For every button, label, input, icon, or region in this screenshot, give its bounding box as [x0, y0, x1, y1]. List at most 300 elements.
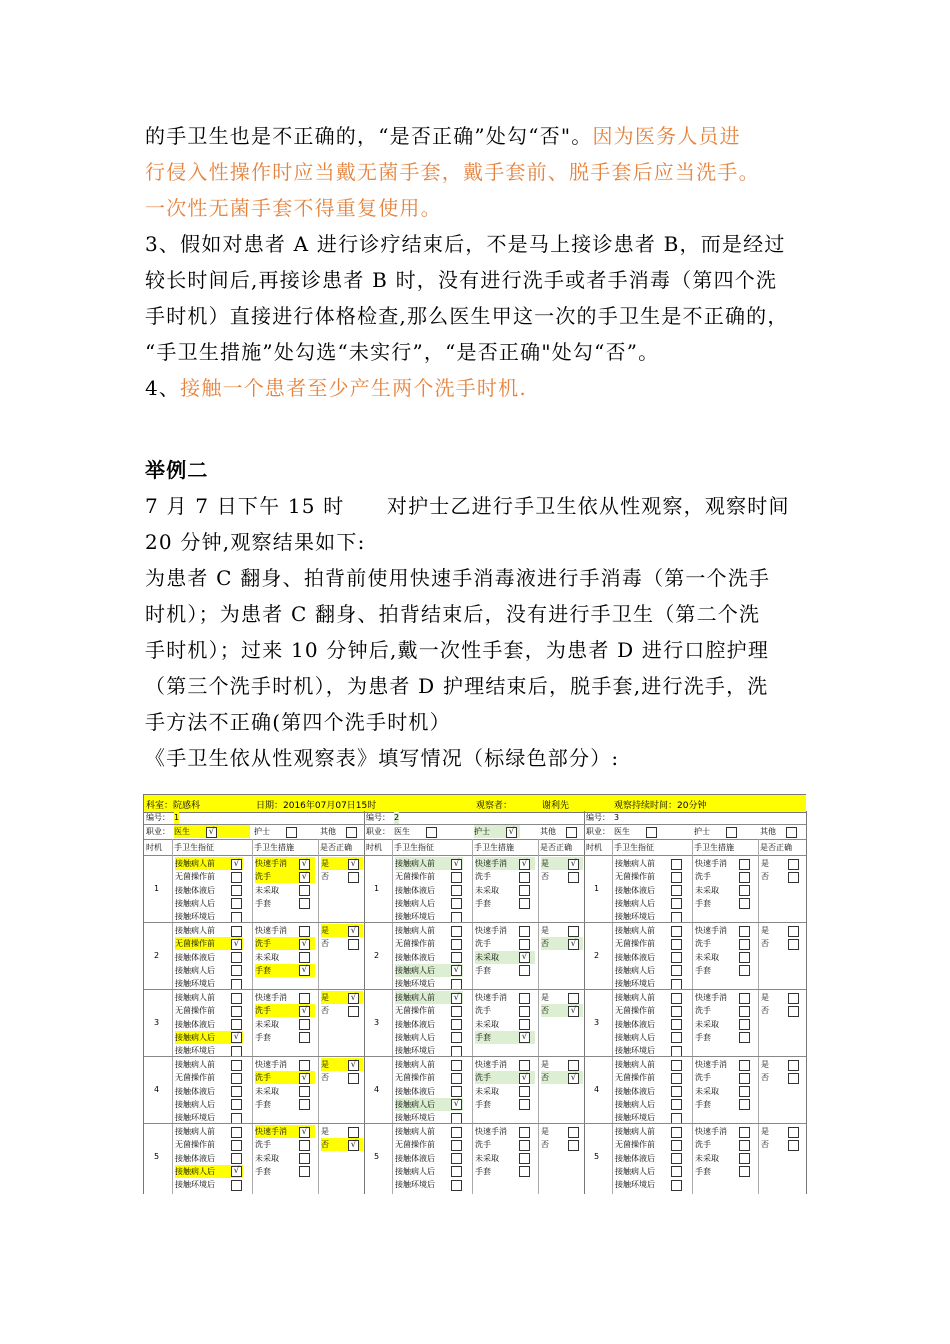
slot-number: 4: [374, 1085, 380, 1094]
date-label: 日期：2016年07月07日15时: [256, 801, 377, 811]
slot-number: 1: [154, 884, 160, 893]
measure-checkbox[interactable]: [519, 1019, 530, 1030]
paragraph-block-2: [145, 488, 815, 776]
measure-checkbox[interactable]: [739, 1019, 750, 1030]
correct-checkbox[interactable]: √: [348, 859, 359, 870]
column-header: 手卫生指征: [174, 843, 214, 852]
correct-checkbox[interactable]: [568, 872, 579, 883]
measure-label: 未采取: [695, 1153, 719, 1163]
form-panel-2: [364, 811, 585, 1194]
indication-checkbox[interactable]: [671, 965, 682, 976]
indication-label: 接触病人前: [395, 991, 463, 1004]
measure-checkbox[interactable]: [299, 1060, 310, 1071]
measure-checkbox[interactable]: [299, 926, 310, 937]
correct-checkbox[interactable]: √: [348, 926, 359, 937]
indication-checkbox[interactable]: [671, 1019, 682, 1030]
indication-checkbox[interactable]: [451, 1019, 462, 1030]
correct-checkbox[interactable]: √: [568, 1006, 579, 1017]
measure-checkbox[interactable]: √: [519, 1073, 530, 1084]
measure-checkbox[interactable]: [739, 1086, 750, 1097]
measure-checkbox[interactable]: [519, 1127, 530, 1138]
divider: [584, 989, 806, 990]
correct-label: 否: [761, 939, 769, 949]
indication-checkbox[interactable]: [451, 1127, 462, 1138]
occupation-checkbox[interactable]: [786, 827, 797, 838]
measure-label: 未采取: [475, 885, 499, 895]
indication-checkbox[interactable]: [231, 872, 242, 883]
divider: [364, 855, 584, 856]
column-divider: [612, 839, 613, 1194]
occupation-checkbox[interactable]: [566, 827, 577, 838]
text-line: 7 月 7 日下午 15 时 对护士乙进行手卫生依从性观察，观察时间: [145, 494, 790, 518]
text-line: [145, 334, 815, 370]
indication-checkbox[interactable]: [671, 1153, 682, 1164]
indication-checkbox[interactable]: [231, 1073, 242, 1084]
indication-label: 接触病人后: [175, 898, 215, 908]
measure-checkbox[interactable]: [299, 898, 310, 909]
divider: [364, 1123, 584, 1124]
correct-checkbox[interactable]: [568, 926, 579, 937]
indication-label: 接触病人后: [615, 898, 655, 908]
measure-checkbox[interactable]: √: [299, 965, 310, 976]
text-line: [145, 190, 815, 226]
indication-label: 接触体液后: [395, 952, 435, 962]
measure-label: 洗手: [475, 1071, 535, 1084]
measure-label: 未采取: [255, 1086, 279, 1096]
correct-label: 是: [321, 924, 363, 937]
slot-number: 5: [154, 1152, 160, 1161]
measure-checkbox[interactable]: [519, 993, 530, 1004]
correct-checkbox[interactable]: [568, 993, 579, 1004]
indication-checkbox[interactable]: [231, 965, 242, 976]
indication-label: 无菌操作前: [175, 1073, 215, 1083]
indication-checkbox[interactable]: [451, 926, 462, 937]
correct-checkbox[interactable]: [788, 993, 799, 1004]
measure-checkbox[interactable]: √: [299, 872, 310, 883]
indication-label: 接触环境后: [175, 1113, 215, 1123]
measure-checkbox[interactable]: [739, 1073, 750, 1084]
correct-checkbox[interactable]: [568, 1127, 579, 1138]
occupation-checkbox[interactable]: [286, 827, 297, 838]
indication-label: 接触病人后: [615, 1166, 655, 1176]
indication-checkbox[interactable]: [451, 952, 462, 963]
measure-checkbox[interactable]: [739, 1099, 750, 1110]
measure-checkbox[interactable]: [519, 939, 530, 950]
measure-checkbox[interactable]: [299, 1166, 310, 1177]
slot-number: 3: [594, 1018, 600, 1027]
measure-checkbox[interactable]: √: [519, 1032, 530, 1043]
measure-checkbox[interactable]: [739, 993, 750, 1004]
occupation-checkbox[interactable]: [646, 827, 657, 838]
slot-number: 4: [154, 1085, 160, 1094]
indication-checkbox[interactable]: [451, 1180, 462, 1191]
measure-label: 洗手: [475, 1140, 491, 1150]
column-header: 时机: [586, 843, 602, 852]
measure-checkbox[interactable]: [739, 1127, 750, 1138]
occupation-checkbox[interactable]: [346, 827, 357, 838]
slot-number: 3: [374, 1018, 380, 1027]
correct-label: 是: [321, 1058, 363, 1071]
divider: [364, 989, 584, 990]
correct-checkbox[interactable]: [348, 1006, 359, 1017]
form-panel-1: [144, 811, 365, 1194]
indication-label: 接触环境后: [395, 1180, 435, 1190]
indication-label: 接触病人后: [395, 1098, 463, 1111]
text-line: [145, 262, 815, 298]
measure-checkbox[interactable]: [739, 939, 750, 950]
indication-label: 接触病人前: [175, 857, 243, 870]
measure-checkbox[interactable]: [739, 898, 750, 909]
divider: [144, 1056, 364, 1057]
column-divider: [252, 839, 253, 1194]
divider: [144, 1123, 364, 1124]
indication-checkbox[interactable]: [231, 1153, 242, 1164]
measure-checkbox[interactable]: [519, 1086, 530, 1097]
measure-label: 洗手: [255, 870, 315, 883]
measure-label: 洗手: [475, 939, 491, 949]
measure-checkbox[interactable]: [519, 1140, 530, 1151]
indication-label: 接触病人前: [395, 1060, 435, 1069]
indication-label: 接触环境后: [395, 912, 435, 922]
correct-checkbox[interactable]: √: [568, 859, 579, 870]
indication-checkbox[interactable]: [671, 872, 682, 883]
measure-checkbox[interactable]: [519, 898, 530, 909]
indication-checkbox[interactable]: [451, 1032, 462, 1043]
indication-label: 接触体液后: [175, 1019, 215, 1029]
indication-checkbox[interactable]: [451, 1166, 462, 1177]
indication-label: 接触环境后: [615, 1180, 655, 1190]
correct-checkbox[interactable]: √: [348, 993, 359, 1004]
correct-checkbox[interactable]: √: [348, 1060, 359, 1071]
indication-label: 接触病人后: [395, 1166, 435, 1176]
indication-checkbox[interactable]: √: [231, 859, 242, 870]
measure-checkbox[interactable]: [299, 993, 310, 1004]
measure-checkbox[interactable]: √: [299, 939, 310, 950]
measure-label: 快速手消: [255, 1125, 315, 1138]
correct-checkbox[interactable]: [788, 939, 799, 950]
indication-label: 接触环境后: [615, 912, 655, 922]
measure-checkbox[interactable]: √: [299, 1127, 310, 1138]
indication-label: 接触体液后: [395, 1086, 435, 1096]
indication-label: 接触病人前: [175, 993, 215, 1002]
measure-checkbox[interactable]: [519, 926, 530, 937]
correct-checkbox[interactable]: [788, 1060, 799, 1071]
occupation-label: 职业：: [366, 827, 390, 836]
text-segment: 4、: [145, 376, 181, 400]
indication-checkbox[interactable]: [671, 1140, 682, 1151]
correct-label: 否: [541, 1071, 583, 1084]
indication-checkbox[interactable]: [671, 1127, 682, 1138]
indication-label: 无菌操作前: [395, 1073, 435, 1083]
correct-label: 是: [761, 1127, 769, 1136]
indication-checkbox[interactable]: [671, 1073, 682, 1084]
indication-label: 接触病人前: [175, 926, 215, 935]
indication-label: 接触环境后: [175, 979, 215, 989]
indication-label: 接触病人前: [395, 857, 463, 870]
indication-checkbox[interactable]: [231, 1060, 242, 1071]
slot-number: 1: [594, 884, 600, 893]
divider: [144, 989, 364, 990]
measure-checkbox[interactable]: [299, 1086, 310, 1097]
indication-checkbox[interactable]: [451, 872, 462, 883]
text-segment: 一次性无菌手套不得重复使用。: [145, 196, 442, 220]
measure-label: 未采取: [255, 885, 279, 895]
measure-checkbox[interactable]: [519, 965, 530, 976]
indication-checkbox[interactable]: √: [231, 939, 242, 950]
duration-label: 观察持续时间：20分钟: [614, 801, 707, 811]
indication-checkbox[interactable]: [231, 898, 242, 909]
measure-label: 洗手: [255, 1004, 315, 1017]
indication-label: 接触体液后: [615, 1086, 655, 1096]
correct-checkbox[interactable]: [788, 1073, 799, 1084]
indication-label: 接触病人前: [395, 1127, 435, 1136]
measure-label: 快速手消: [695, 1127, 727, 1136]
occupation-checkbox[interactable]: √: [206, 827, 217, 838]
indication-checkbox[interactable]: [231, 952, 242, 963]
measure-label: 洗手: [695, 1006, 711, 1016]
indication-checkbox[interactable]: [231, 1127, 242, 1138]
measure-label: 手套: [695, 1166, 711, 1176]
measure-checkbox[interactable]: [739, 1166, 750, 1177]
indication-label: 接触环境后: [175, 912, 215, 922]
measure-checkbox[interactable]: √: [299, 1006, 310, 1017]
indication-checkbox[interactable]: [671, 1099, 682, 1110]
indication-checkbox[interactable]: [671, 859, 682, 870]
indication-checkbox[interactable]: √: [451, 965, 462, 976]
correct-label: 否: [541, 872, 549, 882]
measure-label: 未采取: [475, 1153, 499, 1163]
indication-checkbox[interactable]: [231, 1099, 242, 1110]
indication-checkbox[interactable]: [671, 993, 682, 1004]
indication-label: 接触病人前: [395, 926, 435, 935]
measure-checkbox[interactable]: [299, 952, 310, 963]
correct-label: 否: [761, 1140, 769, 1150]
measure-checkbox[interactable]: [519, 1099, 530, 1110]
occupation-checkbox[interactable]: [426, 827, 437, 838]
indication-checkbox[interactable]: [451, 1086, 462, 1097]
text-segment: 手时机）直接进行体格检查,那么医生甲这一次的手卫生是不正确的，: [145, 304, 789, 328]
indication-checkbox[interactable]: [671, 1060, 682, 1071]
indication-checkbox[interactable]: [451, 939, 462, 950]
text-line: 手方法不正确(第四个洗手时机）: [145, 710, 451, 734]
indication-label: 无菌操作前: [395, 939, 435, 949]
correct-checkbox[interactable]: √: [568, 939, 579, 950]
indication-checkbox[interactable]: √: [451, 859, 462, 870]
measure-checkbox[interactable]: [739, 1006, 750, 1017]
indication-checkbox[interactable]: [671, 1166, 682, 1177]
indication-label: 接触环境后: [395, 979, 435, 989]
measure-label: 未采取: [255, 1019, 279, 1029]
measure-checkbox[interactable]: [739, 965, 750, 976]
measure-label: 快速手消: [475, 993, 507, 1002]
column-header: 是否正确: [320, 843, 352, 852]
indication-checkbox[interactable]: [671, 1180, 682, 1191]
correct-checkbox[interactable]: √: [348, 1140, 359, 1151]
correct-checkbox[interactable]: √: [568, 1073, 579, 1084]
measure-checkbox[interactable]: [299, 1032, 310, 1043]
indication-label: 接触病人前: [175, 1060, 215, 1069]
measure-label: 未采取: [475, 1019, 499, 1029]
correct-label: 否: [321, 1073, 329, 1083]
text-segment: 的手卫生也是不正确的，“是否正确”处勾“否"。: [145, 124, 593, 148]
indication-checkbox[interactable]: √: [451, 993, 462, 1004]
correct-checkbox[interactable]: [788, 859, 799, 870]
divider: [584, 839, 806, 840]
indication-label: 接触体液后: [395, 885, 435, 895]
indication-checkbox[interactable]: [231, 1086, 242, 1097]
indication-checkbox[interactable]: [671, 926, 682, 937]
measure-label: 未采取: [475, 951, 535, 964]
measure-label: 快速手消: [255, 857, 315, 870]
indication-checkbox[interactable]: [231, 885, 242, 896]
measure-checkbox[interactable]: [299, 1140, 310, 1151]
divider: [364, 1056, 584, 1057]
column-header: 手卫生措施: [694, 843, 734, 852]
id-value: 2: [394, 813, 400, 822]
indication-label: 接触病人前: [615, 1060, 655, 1069]
indication-label: 无菌操作前: [395, 1006, 435, 1016]
slot-number: 2: [154, 951, 160, 960]
correct-label: 是: [541, 1127, 549, 1136]
measure-checkbox[interactable]: [739, 872, 750, 883]
measure-checkbox[interactable]: [519, 1006, 530, 1017]
occupation-label: 职业：: [586, 827, 610, 836]
divider: [584, 1123, 806, 1124]
column-divider: [172, 839, 173, 1194]
indication-checkbox[interactable]: [451, 1153, 462, 1164]
occupation-checkbox[interactable]: √: [506, 827, 517, 838]
text-segment: 因为医务人员进: [592, 124, 741, 148]
indication-checkbox[interactable]: [451, 1060, 462, 1071]
indication-checkbox[interactable]: [671, 952, 682, 963]
measure-label: 洗手: [475, 872, 491, 882]
indication-checkbox[interactable]: [671, 939, 682, 950]
indication-checkbox[interactable]: [671, 885, 682, 896]
indication-label: 接触体液后: [175, 1086, 215, 1096]
indication-label: 接触环境后: [615, 979, 655, 989]
measure-checkbox[interactable]: [739, 1140, 750, 1151]
correct-checkbox[interactable]: [788, 1006, 799, 1017]
measure-checkbox[interactable]: √: [299, 1073, 310, 1084]
correct-checkbox[interactable]: [348, 1127, 359, 1138]
id-value: 3: [614, 813, 620, 822]
indication-checkbox[interactable]: [451, 1140, 462, 1151]
correct-checkbox[interactable]: [348, 1073, 359, 1084]
measure-checkbox[interactable]: [739, 926, 750, 937]
measure-checkbox[interactable]: [739, 885, 750, 896]
text-segment: 接触一个患者至少产生两个洗手时机.: [180, 376, 527, 400]
correct-label: 否: [761, 1006, 769, 1016]
measure-label: 洗手: [255, 1071, 315, 1084]
indication-checkbox[interactable]: √: [451, 1099, 462, 1110]
indication-checkbox[interactable]: [451, 885, 462, 896]
indication-checkbox[interactable]: [231, 1140, 242, 1151]
measure-label: 手套: [695, 965, 711, 975]
measure-checkbox[interactable]: [739, 1153, 750, 1164]
occupation-checkbox[interactable]: [726, 827, 737, 838]
measure-checkbox[interactable]: [739, 952, 750, 963]
measure-label: 手套: [255, 1166, 271, 1176]
measure-checkbox[interactable]: √: [299, 859, 310, 870]
measure-label: 手套: [475, 1031, 535, 1044]
measure-checkbox[interactable]: [519, 1166, 530, 1177]
indication-checkbox[interactable]: [231, 1180, 242, 1191]
measure-checkbox[interactable]: [519, 1060, 530, 1071]
correct-label: 否: [321, 1138, 363, 1151]
correct-checkbox[interactable]: [348, 939, 359, 950]
indication-checkbox[interactable]: [231, 1019, 242, 1030]
measure-checkbox[interactable]: [739, 1060, 750, 1071]
indication-label: 无菌操作前: [615, 1006, 655, 1016]
correct-label: 否: [321, 939, 329, 949]
section-heading: 举例二: [145, 458, 209, 482]
correct-checkbox[interactable]: [788, 1140, 799, 1151]
occupation-option: 护士: [254, 827, 270, 836]
department-label: 科室：院感科: [146, 801, 201, 811]
measure-checkbox[interactable]: [519, 1153, 530, 1164]
correct-checkbox[interactable]: [788, 872, 799, 883]
indication-checkbox[interactable]: [671, 1032, 682, 1043]
indication-checkbox[interactable]: [671, 898, 682, 909]
measure-checkbox[interactable]: [739, 859, 750, 870]
column-divider: [472, 839, 473, 1194]
column-divider: [758, 839, 759, 1194]
indication-checkbox[interactable]: [231, 993, 242, 1004]
indication-checkbox[interactable]: [451, 1073, 462, 1084]
measure-checkbox[interactable]: [299, 1019, 310, 1030]
correct-checkbox[interactable]: [568, 1140, 579, 1151]
measure-checkbox[interactable]: [519, 885, 530, 896]
indication-checkbox[interactable]: [231, 926, 242, 937]
correct-checkbox[interactable]: [348, 872, 359, 883]
measure-checkbox[interactable]: [299, 1153, 310, 1164]
correct-label: 是: [761, 926, 769, 935]
correct-label: 是: [321, 991, 363, 1004]
measure-label: 快速手消: [255, 993, 287, 1002]
indication-checkbox[interactable]: [451, 1006, 462, 1017]
measure-checkbox[interactable]: [739, 1032, 750, 1043]
indication-checkbox[interactable]: √: [231, 1166, 242, 1177]
indication-checkbox[interactable]: [671, 1006, 682, 1017]
indication-checkbox[interactable]: [451, 898, 462, 909]
correct-checkbox[interactable]: [788, 926, 799, 937]
indication-label: 接触病人前: [175, 1127, 215, 1136]
indication-label: 接触病人后: [615, 1099, 655, 1109]
indication-label: 接触环境后: [175, 1046, 215, 1056]
measure-checkbox[interactable]: √: [519, 952, 530, 963]
measure-checkbox[interactable]: [299, 885, 310, 896]
indication-checkbox[interactable]: [231, 1006, 242, 1017]
measure-label: 手套: [255, 1099, 271, 1109]
indication-label: 接触病人前: [615, 859, 655, 868]
measure-checkbox[interactable]: [519, 872, 530, 883]
id-label: 编号：: [366, 813, 390, 822]
measure-checkbox[interactable]: [299, 1099, 310, 1110]
correct-checkbox[interactable]: [568, 1060, 579, 1071]
indication-checkbox[interactable]: [671, 1086, 682, 1097]
indication-label: 无菌操作前: [175, 1140, 215, 1150]
indication-label: 接触环境后: [175, 1180, 215, 1190]
occupation-option: 其他: [540, 827, 556, 836]
measure-label: 手套: [695, 1099, 711, 1109]
indication-label: 接触病人后: [615, 1032, 655, 1042]
measure-label: 快速手消: [475, 926, 507, 935]
indication-checkbox[interactable]: √: [231, 1032, 242, 1043]
measure-checkbox[interactable]: √: [519, 859, 530, 870]
indication-label: 接触病人后: [395, 898, 435, 908]
correct-label: 是: [761, 993, 769, 1002]
correct-checkbox[interactable]: [788, 1127, 799, 1138]
